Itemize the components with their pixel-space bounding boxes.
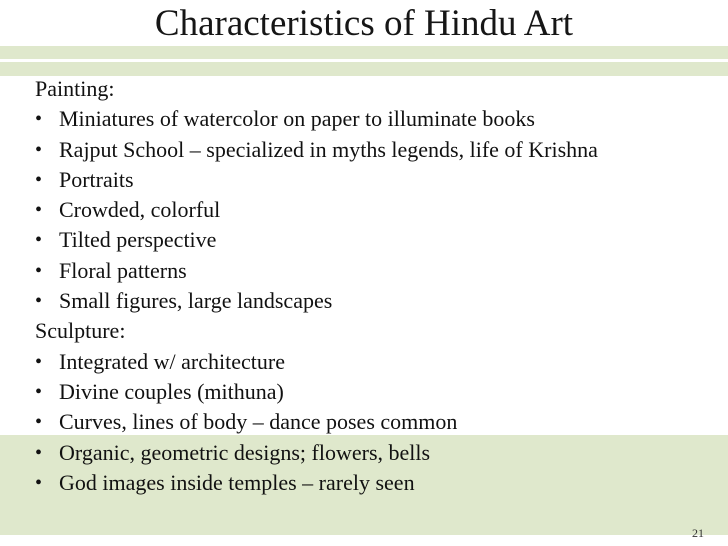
bullet-icon: • <box>35 229 43 252</box>
list-item-text: Integrated w/ architecture <box>59 348 285 374</box>
list-item <box>35 165 715 195</box>
sculpture-list <box>35 347 715 498</box>
list-item <box>35 468 715 498</box>
list-item-text: Portraits <box>59 166 134 192</box>
bullet-icon: • <box>35 290 43 313</box>
list-item <box>35 225 715 255</box>
list-item <box>35 286 715 316</box>
bullet-icon: • <box>35 108 43 131</box>
list-item-text: Crowded, colorful <box>59 197 221 223</box>
list-item-text: Organic, geometric designs; flowers, bells <box>59 439 431 465</box>
decorative-band-top <box>0 46 728 59</box>
list-item-text: Floral patterns <box>59 257 187 283</box>
sculpture-heading: Sculpture: <box>35 318 126 344</box>
list-item <box>35 104 715 134</box>
list-item <box>35 407 715 437</box>
bullet-icon: • <box>35 380 43 403</box>
bullet-icon: • <box>35 259 43 282</box>
list-item <box>35 377 715 407</box>
list-item <box>35 347 715 377</box>
list-item-text: Divine couples (mithuna) <box>59 378 284 404</box>
page-number: 21 <box>692 526 704 540</box>
list-item <box>35 135 659 165</box>
bullet-icon: • <box>35 199 43 222</box>
bullet-icon: • <box>35 441 43 464</box>
painting-list <box>35 104 715 316</box>
list-item-text: Miniatures of watercolor on paper to illuminate books <box>59 106 535 132</box>
list-item-text: God images inside temples – rarely seen <box>59 469 415 495</box>
painting-heading: Painting: <box>35 76 115 101</box>
slide-body <box>35 74 715 498</box>
list-item-text: Tilted perspective <box>59 227 217 253</box>
list-item-text: Curves, lines of body – dance poses common <box>59 409 458 435</box>
bullet-icon: • <box>35 471 43 494</box>
list-item-text: Small figures, large landscapes <box>59 288 333 314</box>
list-item <box>35 195 715 225</box>
list-item <box>35 256 715 286</box>
bullet-icon: • <box>35 411 43 434</box>
list-item <box>35 438 715 468</box>
bullet-icon: • <box>35 138 43 161</box>
list-item-text: Rajput School – specialized in myths legends, life of Krishna <box>59 136 598 162</box>
bullet-icon: • <box>35 168 43 191</box>
slide-title: Characteristics of Hindu Art <box>154 3 574 44</box>
bullet-icon: • <box>35 350 43 373</box>
